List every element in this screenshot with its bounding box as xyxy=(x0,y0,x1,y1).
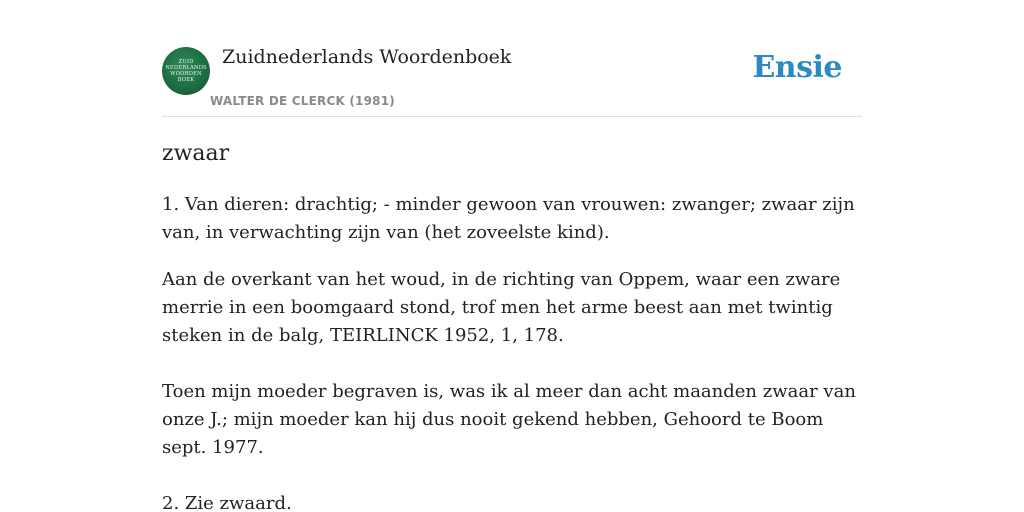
logo-line: ZUID xyxy=(178,59,194,65)
ensie-logo-link[interactable]: Ensie xyxy=(752,50,842,85)
logo-line: NEDERLANDS xyxy=(165,65,207,71)
entry-headword: zwaar xyxy=(162,141,230,166)
dictionary-title[interactable]: Zuidnederlands Woordenboek xyxy=(222,46,512,68)
dictionary-logo[interactable] xyxy=(162,47,210,95)
example-quote-2: Toen mijn moeder begraven is, was ik al meer dan acht maanden zwaar van onze J.; mijn moeder kan hij dus nooit gekend hebben, Gehoord te Boom sept. 1977. xyxy=(162,381,856,458)
definition-1: 1. Van dieren: drachtig; - minder gewoon van vrouwen: zwanger; zwaar zijn van, in verwachting zijn van (het zoveelste kind). xyxy=(162,194,855,243)
logo-line: WOORDEN xyxy=(170,71,202,77)
dictionary-header xyxy=(162,44,862,117)
entry-content xyxy=(162,138,862,512)
spacer xyxy=(162,350,862,378)
example-quote-1: Aan de overkant van het woud, in de richting van Oppem, waar een zware merrie in een boomgaard stond, trof men het arme beest aan met twintig steken in de balg, TEIRLINCK 1952, 1, 178. xyxy=(162,269,841,346)
logo-line: BOEK xyxy=(177,77,195,83)
definition-2: 2. Zie zwaard. xyxy=(162,493,292,512)
dictionary-author: WALTER DE CLERCK (1981) xyxy=(210,94,395,108)
spacer xyxy=(162,462,862,490)
